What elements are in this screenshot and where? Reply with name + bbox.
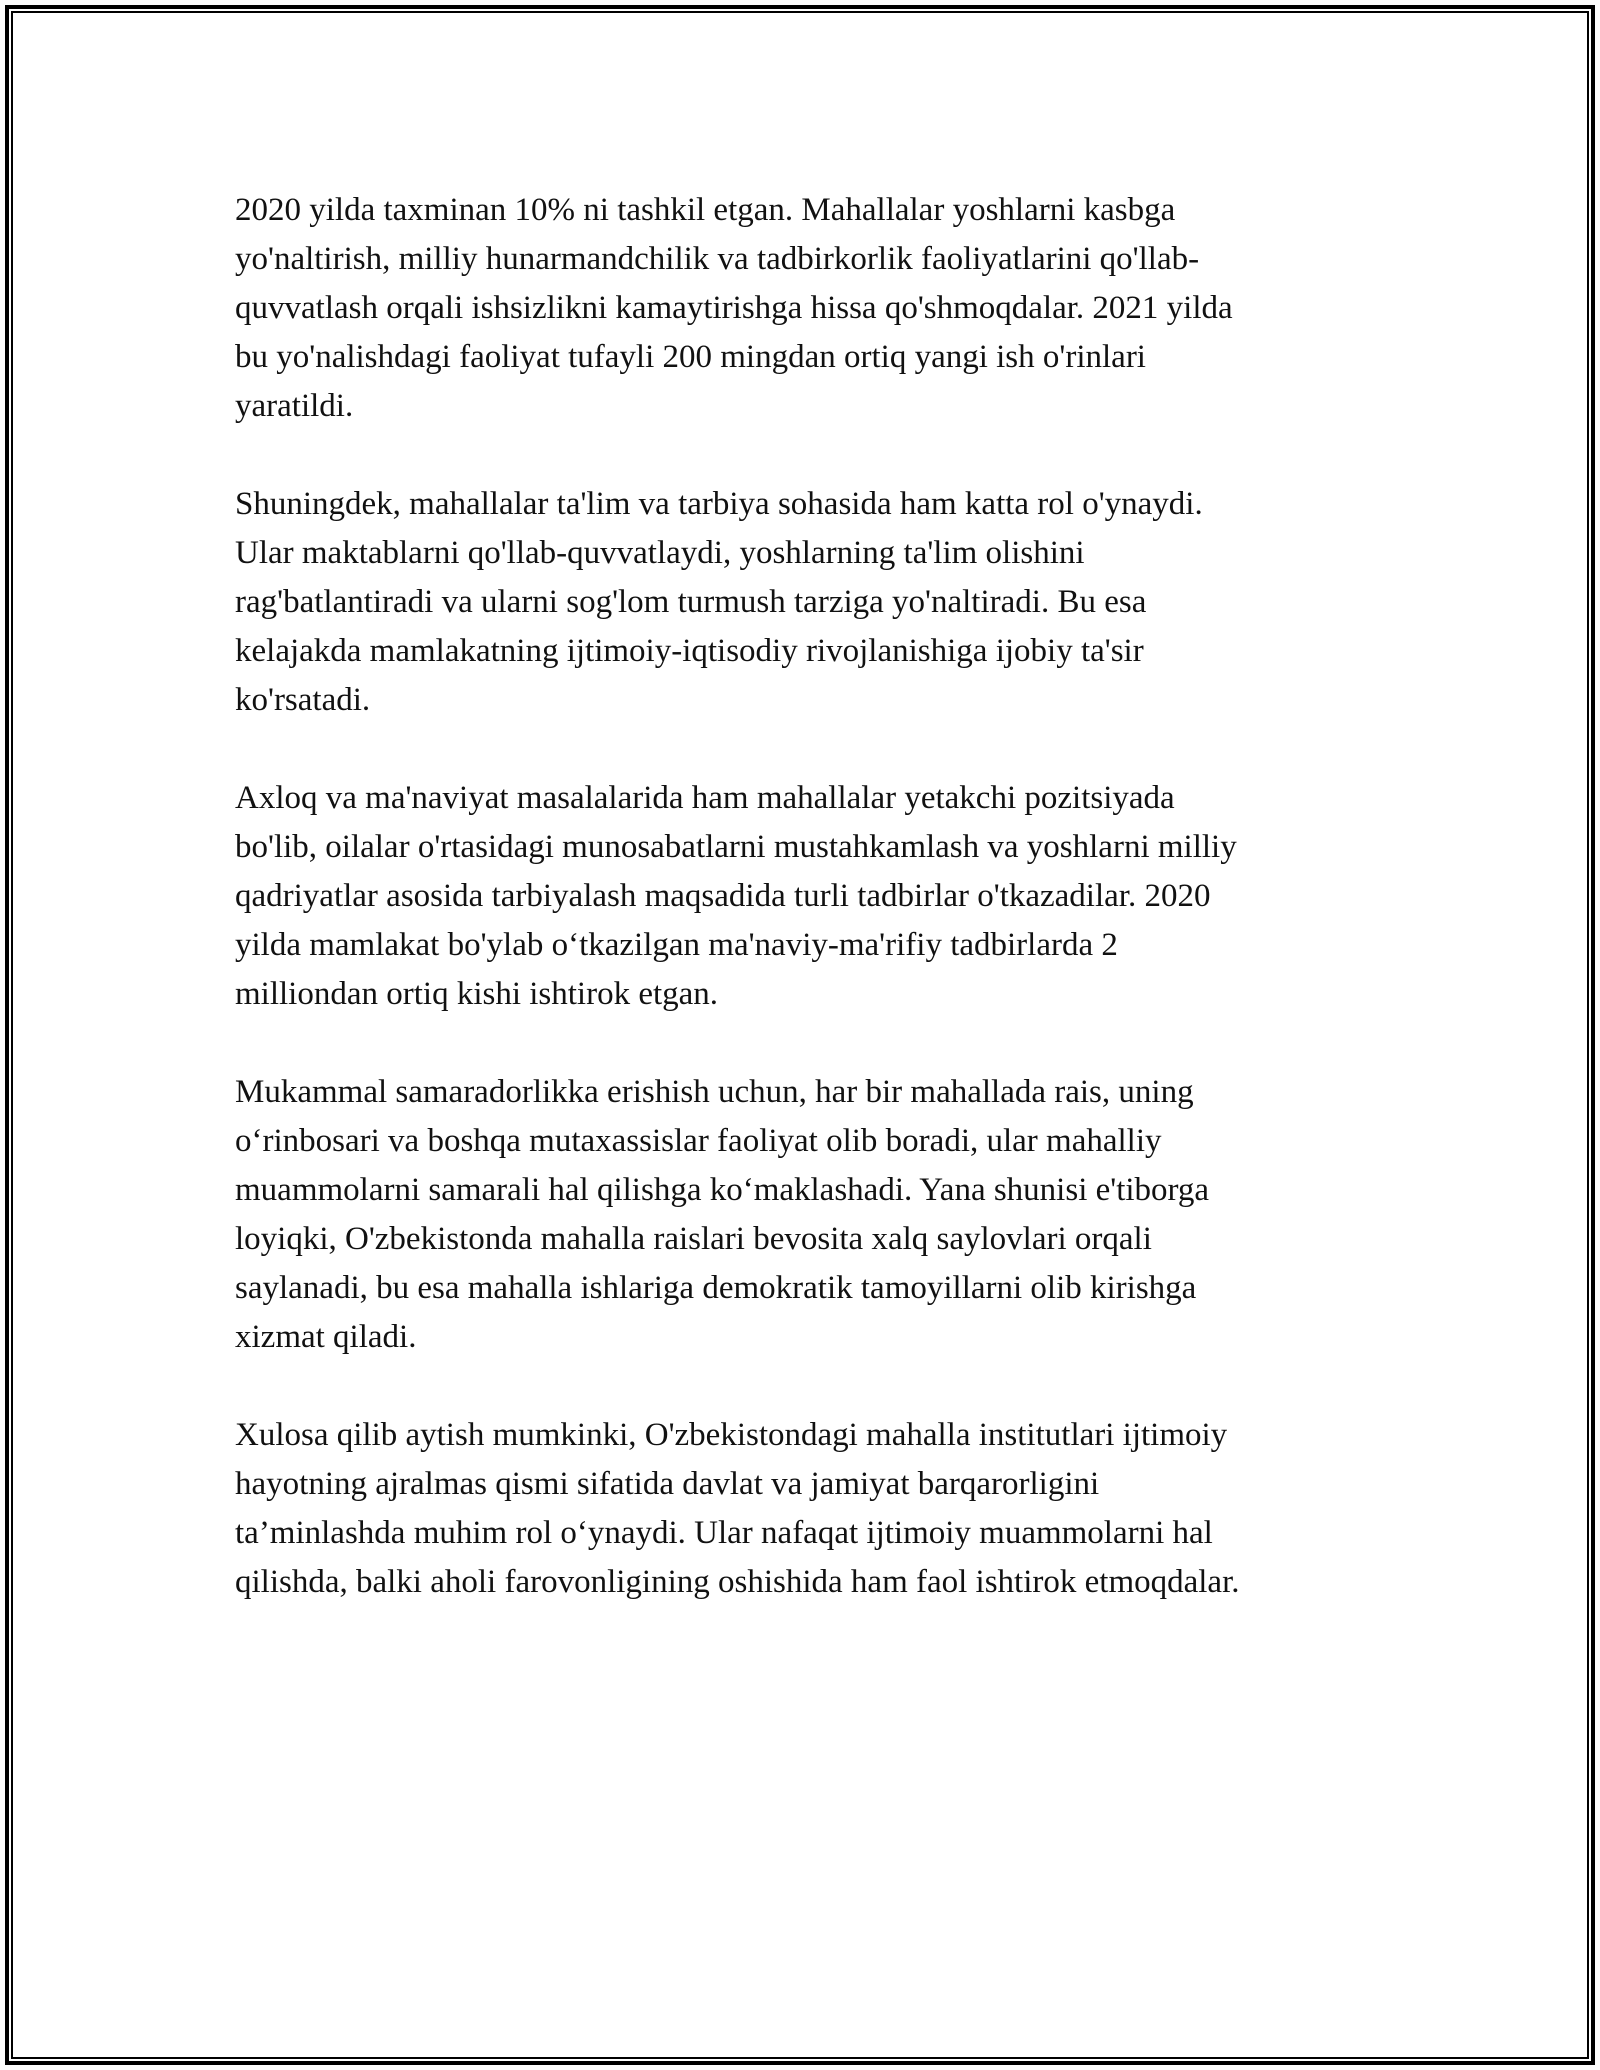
paragraph-education: Shuningdek, mahallalar ta'lim va tarbiya sohasida ham katta rol o'ynaydi. Ular maktablarni qo'llab-quvvatlaydi, yoshlarning ta'lim olishini rag'batlantiradi va ularni sog'lom turmush tarziga yo'naltiradi. Bu esa kelajakda mamlakatning ijtimoiy-iqtisodiy rivojlanishiga ijobiy ta'sir ko'rsatadi. — [235, 486, 1203, 718]
paragraph-unemployment: 2020 yilda taxminan 10% ni tashkil etgan. Mahallalar yoshlarni kasbga yo'naltirish, milliy hunarmandchilik va tadbirkorlik faoliyatlarini qo'llab- quvvatlash orqali ishsizlikni kamaytirishga hissa qo'shmoqdalar. 2021 yilda bu yo'nalishdagi faoliyat tufayli 200 mingdan ortiq yangi ish o'rinlari yaratildi. — [235, 192, 1233, 424]
paragraph-conclusion: Xulosa qilib aytish mumkinki, O'zbekistondagi mahalla institutlari ijtimoiy hayotning ajralmas qismi sifatida davlat va jamiyat barqarorligini ta’minlashda muhim rol o‘ynaydi. Ular nafaqat ijtimoiy muammolarni hal qilishda, balki aholi farovonligining oshishida ham faol ishtirok etmoqdalar. — [235, 1417, 1240, 1600]
document-body — [235, 186, 1365, 1656]
paragraph-morality: Axloq va ma'naviyat masalalarida ham mahallalar yetakchi pozitsiyada bo'lib, oilalar o'rtasidagi munosabatlarni mustahkamlash va yoshlarni milliy qadriyatlar asosida tarbiyalash maqsadida turli tadbirlar o'tkazadilar. 2020 yilda mamlakat bo'ylab o‘tkazilgan ma'naviy-ma'rifiy tadbirlarda 2 milliondan ortiq kishi ishtirok etgan. — [235, 780, 1237, 1012]
paragraph-leadership: Mukammal samaradorlikka erishish uchun, har bir mahallada rais, uning o‘rinbosari va boshqa mutaxassislar faoliyat olib boradi, ular mahalliy muammolarni samarali hal qilishga ko‘maklashadi. Yana shunisi e'tiborga loyiqki, O'zbekistonda mahalla raislari bevosita xalq saylovlari orqali saylanadi, bu esa mahalla ishlariga demokratik tamoyillarni olib kirishga xizmat qiladi. — [235, 1074, 1210, 1355]
